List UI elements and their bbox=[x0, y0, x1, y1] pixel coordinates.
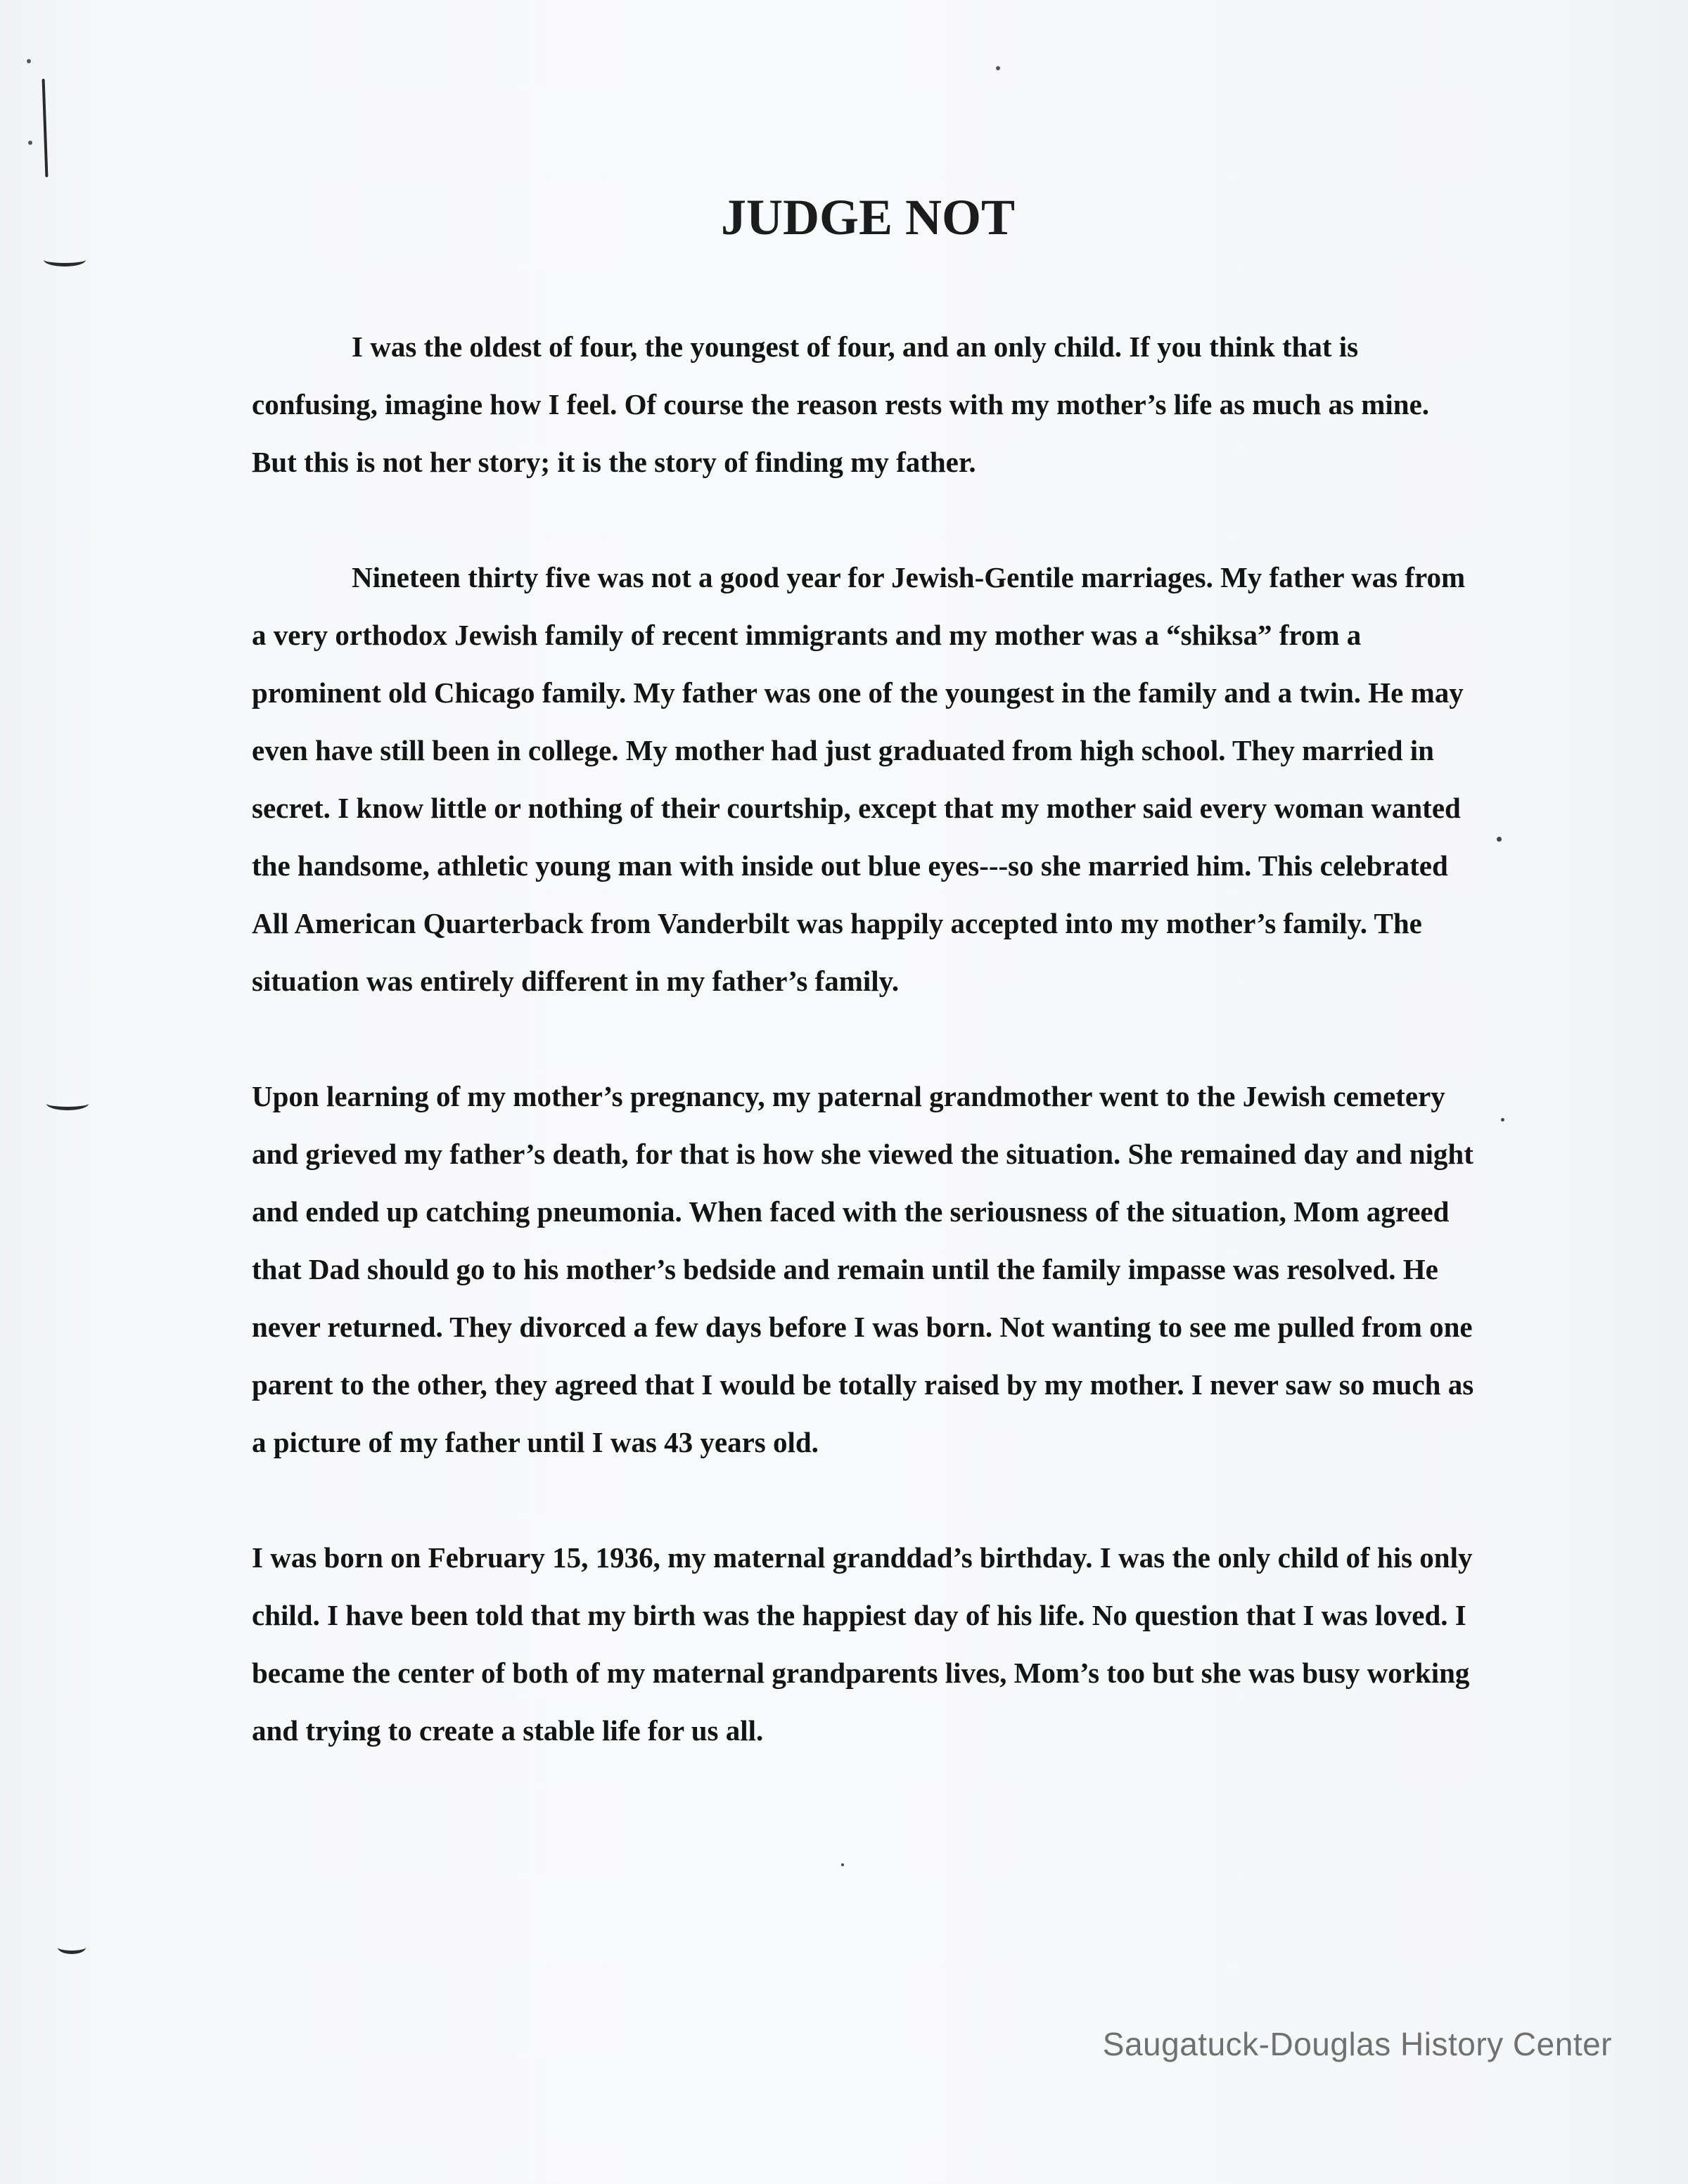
page-edge-dot bbox=[996, 66, 1000, 70]
binder-hole-mark bbox=[46, 1097, 89, 1110]
binder-hole-mark bbox=[58, 1941, 86, 1954]
page-edge-dot bbox=[27, 59, 31, 63]
paragraph: I was the oldest of four, the youngest of four, and an only child. If you think that is confusing, imagine how I feel. Of course the reason rests with my mother’s life as much as mine. But this is not her story; it is the story of finding my father. bbox=[252, 330, 1430, 478]
paragraph: I was born on February 15, 1936, my maternal granddad’s birthday. I was the only child of his only child. I have been told that my birth was the happiest day of his life. No question that I was loved. I became the center of both of my maternal grandparents lives, Mom’s too but she was busy working and trying to create a stable life for us all. bbox=[252, 1541, 1473, 1747]
paragraph: Upon learning of my mother’s pregnancy, my paternal grandmother went to the Jewish cemetery and grieved my father’s death, for that is how she viewed the situation. She remained day and night and ended up catching pneumonia. When faced with the seriousness of the situation, Mom agreed that Dad should go to his mother’s bedside and remain until the family impasse was resolved. He never returned. They divorced a few days before I was born. Not wanting to see me pulled from one parent to the other, they agreed that I would be totally raised by my mother. I never saw so much as a picture of my father until I was 43 years old. bbox=[252, 1080, 1474, 1458]
document-body bbox=[252, 318, 1474, 1817]
document-title: JUDGE NOT bbox=[720, 189, 1016, 245]
scan-speck bbox=[1501, 1118, 1504, 1122]
archive-watermark: Saugatuck-Douglas History Center bbox=[1102, 2026, 1612, 2062]
binder-hole-mark bbox=[44, 253, 86, 266]
page-edge-mark bbox=[42, 79, 49, 177]
scan-speck bbox=[841, 1863, 844, 1866]
paragraph: Nineteen thirty five was not a good year for Jewish-Gentile marriages. My father was from a very orthodox Jewish family of recent immigrants and my mother was a “shiksa” from a prominent old Chicago family. My father was one of the youngest in the family and a twin. He may even have still been in college. My mother had just graduated from high school. They married in secret. I know little or nothing of their courtship, except that my mother said every woman wanted the handsome, athletic young man with inside out blue eyes---so she married him. This celebrated All American Quarterback from Vanderbilt was happily accepted into my mother’s family. The situation was entirely different in my father’s family. bbox=[252, 561, 1466, 997]
scan-speck bbox=[1497, 837, 1502, 842]
page-edge-dot bbox=[28, 141, 32, 145]
